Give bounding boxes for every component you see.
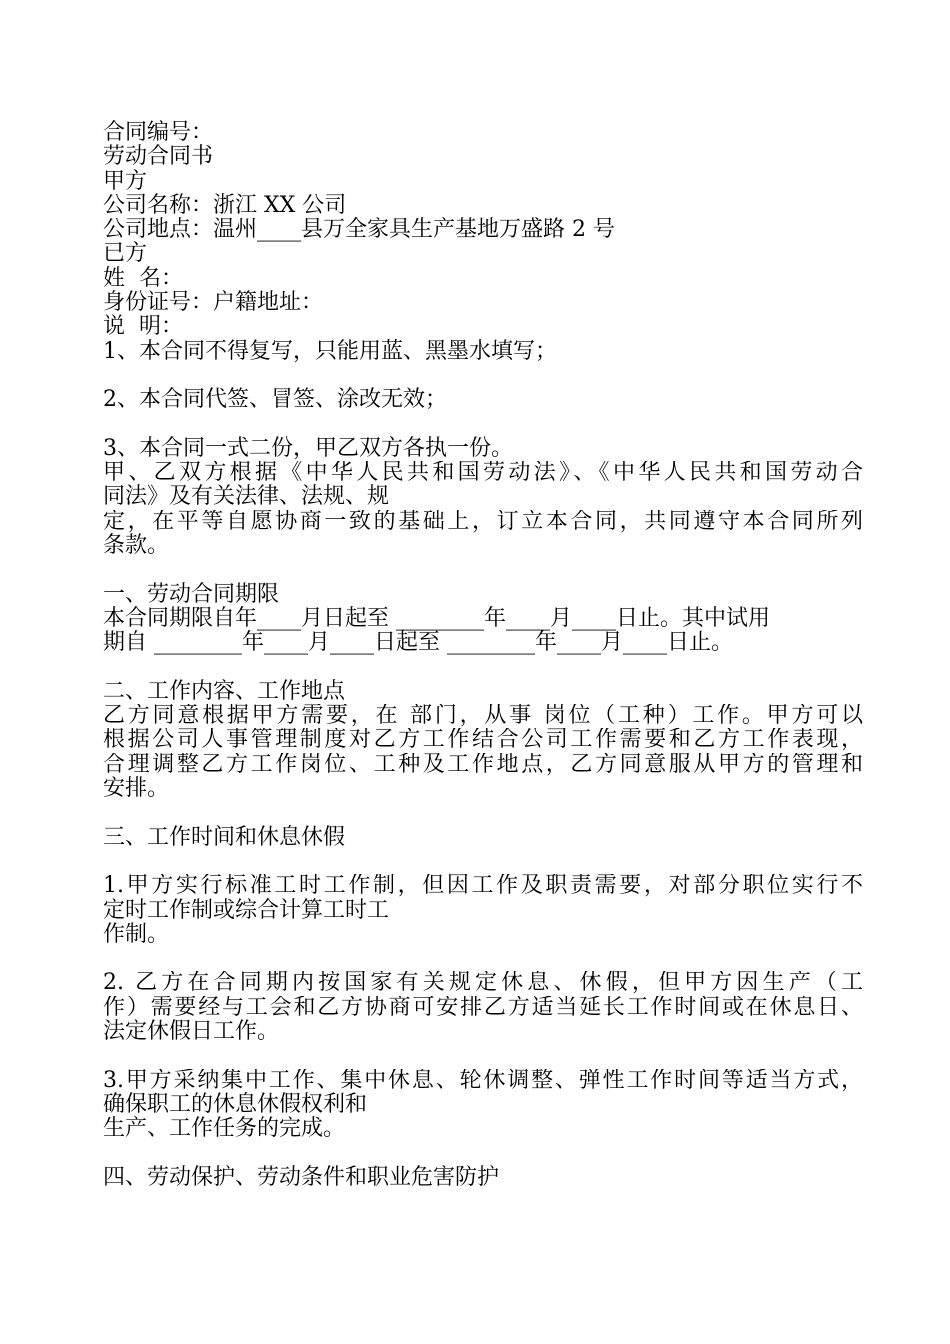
preamble-line: 条款。 [103, 533, 170, 559]
section-3-paragraph-2: 法定休假日工作。 [103, 1018, 280, 1044]
party-a-heading: 甲方 [103, 168, 148, 194]
spacer [103, 413, 863, 437]
party-b-heading: 已方 [103, 241, 148, 267]
section-3-paragraph-2: 作）需要经与工会和乙方协商可安排乙方适当延长工作时间或在休息日、 [103, 995, 863, 1020]
section-2-line: 乙方同意根据甲方需要，在 部门，从事 岗位（工种）工作。甲方可以 [103, 704, 863, 729]
spacer [103, 1141, 863, 1165]
party-b-id-residence: 身份证号：户籍地址： [103, 290, 324, 316]
preamble-line: 甲、乙双方根据《中华人民共和国劳动法》、《中华人民共和国劳动合 [103, 461, 863, 486]
note-item-3: 3、本合同一式二份，甲乙双方各执一份。 [103, 435, 513, 461]
section-2-line: 根据公司人事管理制度对乙方工作结合公司工作需要和乙方工作表现， [103, 728, 863, 753]
section-3-paragraph-3: 3.甲方采纳集中工作、集中休息、轮休调整、弹性工作时间等适当方式， [103, 1068, 863, 1093]
spacer [103, 364, 863, 388]
company-address: 公司地点：温州____县万全家具生产基地万盛路 2 号 [103, 217, 615, 243]
section-1-line: 本合同期限自年____月日起至 ________年____月____日止。其中试用 [103, 605, 770, 631]
section-2-heading: 二、工作内容、工作地点 [103, 678, 346, 704]
preamble-line: 同法》及有关法律、法规、规 [103, 484, 390, 510]
spacer [103, 1044, 863, 1068]
section-2-line: 安排。 [103, 776, 170, 802]
section-3-paragraph-1: 定时工作制或综合计算工时工 [103, 897, 390, 923]
contract-document [103, 121, 863, 1190]
section-3-paragraph-3: 生产、工作任务的完成。 [103, 1116, 346, 1142]
section-3-paragraph-1: 1.甲方实行标准工时工作制，但因工作及职责需要，对部分职位实行不 [103, 874, 863, 899]
contract-number-label: 合同编号： [103, 120, 214, 145]
document-title: 劳动合同书 [103, 144, 214, 170]
company-name: 公司名称：浙江 XX 公司 [103, 192, 347, 218]
section-3-paragraph-2: 2. 乙方在合同期内按国家有关规定休息、休假，但甲方因生产（工 [103, 971, 863, 996]
section-1-heading: 一、劳动合同期限 [103, 581, 280, 607]
spacer [103, 801, 863, 825]
party-b-name: 姓 名： [103, 265, 183, 291]
spacer [103, 558, 863, 582]
notes-heading: 说 明： [103, 314, 183, 340]
section-2-line: 合理调整乙方工作岗位、工种及工作地点，乙方同意服从甲方的管理和 [103, 752, 863, 777]
spacer [103, 947, 863, 971]
section-3-heading: 三、工作时间和休息休假 [103, 824, 346, 850]
section-1-line: 期自 ________年____月____日起至 ________年____月____日止。 [103, 630, 733, 656]
preamble-line: 定，在平等自愿协商一致的基础上，订立本合同，共同遵守本合同所列 [103, 509, 863, 534]
note-item-1: 1、本合同不得复写，只能用蓝、黑墨水填写； [103, 338, 557, 364]
spacer [103, 656, 863, 680]
section-3-paragraph-1: 作制。 [103, 921, 170, 947]
section-3-paragraph-3: 确保职工的休息休假权利和 [103, 1091, 368, 1117]
section-4-heading: 四、劳动保护、劳动条件和职业危害防护 [103, 1164, 500, 1190]
spacer [103, 850, 863, 874]
note-item-2: 2、本合同代签、冒签、涂改无效； [103, 387, 447, 413]
